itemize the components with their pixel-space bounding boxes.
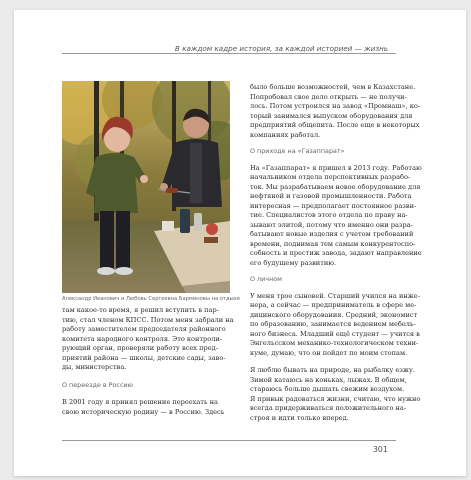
text-line: На «Газаппарат» я пришел в 2013 году. Работаю [250,163,422,172]
text-line: свою историческую родину — в Россию. Здесь [62,407,225,416]
text-line: там какое-то время, я решил вступить в пар- [62,306,219,314]
text-line: компаниях работал. [250,130,321,139]
text-line: ного бизнеса. Младший ещё студент — учится в [250,329,420,338]
text-line: предприятий общепита. После еще в некоторых [250,121,420,129]
text-line: времени, поднимая тем самым конкурентоспо- [250,239,416,248]
text-line: дицинского оборудования. Средний, экономист [250,310,418,319]
text-line: тие. Специалистов этого отдела по праву на- [250,211,408,219]
paragraph [250,366,430,423]
text-line: У меня трое сыновей. Старший учился на инже- [250,291,420,300]
text-line: Энгельсском механико-технологическом техни- [250,339,419,347]
section-heading: О личном [250,275,282,283]
text-line: его будущему развитию. [250,258,337,267]
photo-illustration [62,81,230,293]
paragraph [250,164,430,269]
footer-divider [62,440,396,441]
header-divider [62,53,396,54]
text-line: нера, а сейчас — предприниматель в сфере ме- [250,301,417,309]
text-line: начальником отдела перспективных разрабо- [250,173,411,181]
text-line: тию, стал членом КПСС. Потом меня забрали на [62,315,234,324]
text-line: Зимой катаюсь на коньках, лыжах. В общем, [250,375,407,384]
outdoor-photo [62,81,230,293]
book-page [14,10,466,476]
photo-caption: Александр Иванович и Любовь Сергеевна Барминовы на отдыхе [62,296,240,302]
text-line: торый занимался выпуском оборудования для [250,111,413,120]
text-line: собность и престиж завода, задают направление [250,249,422,257]
text-line: интересная — предполагает постоянное разви- [250,201,417,210]
text-line: лось. Потом устроился на завод «Промнаш», ко- [250,102,421,110]
text-line: работу заместителем председателя районного [62,325,226,333]
text-line: Я привык радоваться жизни, считаю, что нужно [250,394,421,403]
right-column [250,83,430,423]
paragraph [250,292,430,359]
text-line: по образованию, занимается ведением мебель- [250,320,416,328]
text-line: было больше возможностей, чем в Казахстане. [250,83,416,91]
text-line: всегда придерживаться положительного на- [250,404,407,412]
text-line: нефтяной и газовой промышленности. Работа [250,192,412,200]
text-line: строя и идти только вперед. [250,413,349,422]
text-line: зывают элитой, потому что именно они разра- [250,220,413,229]
section-heading: О переезде в Россию [62,380,133,389]
text-line: Я люблю бывать на природе, на рыбалку езжу. [250,366,415,374]
page-number: 301 [372,445,388,454]
paragraph [250,83,430,140]
running-header: В каждом кадре история, за каждой историей — жизнь [174,44,388,53]
text-line: Попробовал свое дело открыть — не получи- [250,92,407,101]
text-line: рующий орган, проверяли работу всех пред- [62,344,218,352]
text-line: ды, министерства. [62,363,127,371]
paragraph [62,306,242,373]
text-line: стараюсь больше дышать свежим воздухом. [250,385,405,393]
text-line: батывают новые изделия с учетом требований [250,230,414,238]
text-line: ток. Мы разрабатываем новое оборудование для [250,182,421,191]
text-line: комитета народного контроля. Это контроли- [62,334,223,343]
paragraph [62,398,242,417]
text-line: В 2001 году я принял решение переехать на [62,398,218,406]
text-line: приятий района — школы, детские сады, заво- [62,353,226,362]
left-column [62,306,242,417]
text-line: куме, думаю, что он пойдет по моим стопам. [250,348,408,357]
section-heading: О приходе на «Газаппарат» [250,147,345,155]
